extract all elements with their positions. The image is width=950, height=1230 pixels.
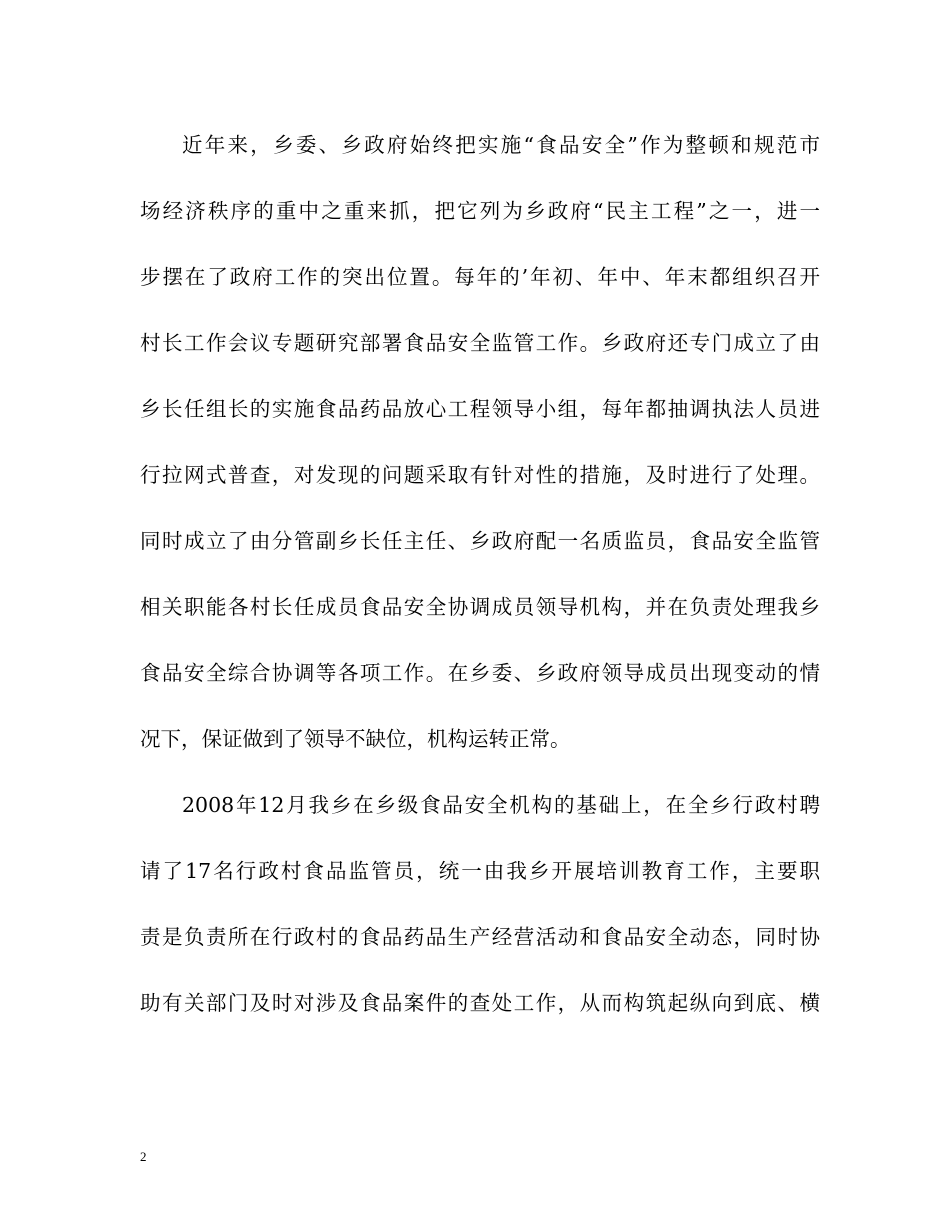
text-line: 村长工作会议专题研究部署食品安全监管工作。乡政府还专门成立了由 [140, 331, 820, 355]
text-line: 同时成立了由分管副乡长任主任、乡政府配一名质监员，食品安全监管 [140, 529, 820, 553]
text-line: 2008年12月我乡在乡级食品安全机构的基础上，在全乡行政村聘 [182, 793, 820, 817]
text-line: 乡长任组长的实施食品药品放心工程领导小组，每年都抽调执法人员进 [140, 397, 820, 421]
text-line: 请了17名行政村食品监管员，统一由我乡开展培训教育工作，主要职 [140, 859, 820, 883]
text-line: 场经济秩序的重中之重来抓，把它列为乡政府“民主工程”之一，进一 [140, 199, 820, 223]
text-line: 步摆在了政府工作的突出位置。每年的’年初、年中、年末都组织召开 [140, 265, 820, 289]
text-line: 相关职能各村长任成员食品安全协调成员领导机构，并在负责处理我乡 [140, 595, 820, 619]
text-line: 况下，保证做到了领导不缺位，机构运转正常。 [140, 727, 571, 751]
page-number: 2 [140, 1149, 147, 1164]
text-line: 责是负责所在行政村的食品药品生产经营活动和食品安全动态，同时协 [140, 925, 820, 949]
text-line: 助有关部门及时对涉及食品案件的查处工作，从而构筑起纵向到底、横 [140, 991, 820, 1015]
text-line: 近年来，乡委、乡政府始终把实施“食品安全”作为整顿和规范市 [182, 133, 820, 157]
text-line: 行拉网式普查，对发现的问题采取有针对性的措施，及时进行了处理。 [140, 463, 820, 487]
text-line: 食品安全综合协调等各项工作。在乡委、乡政府领导成员出现变动的情 [140, 661, 820, 685]
